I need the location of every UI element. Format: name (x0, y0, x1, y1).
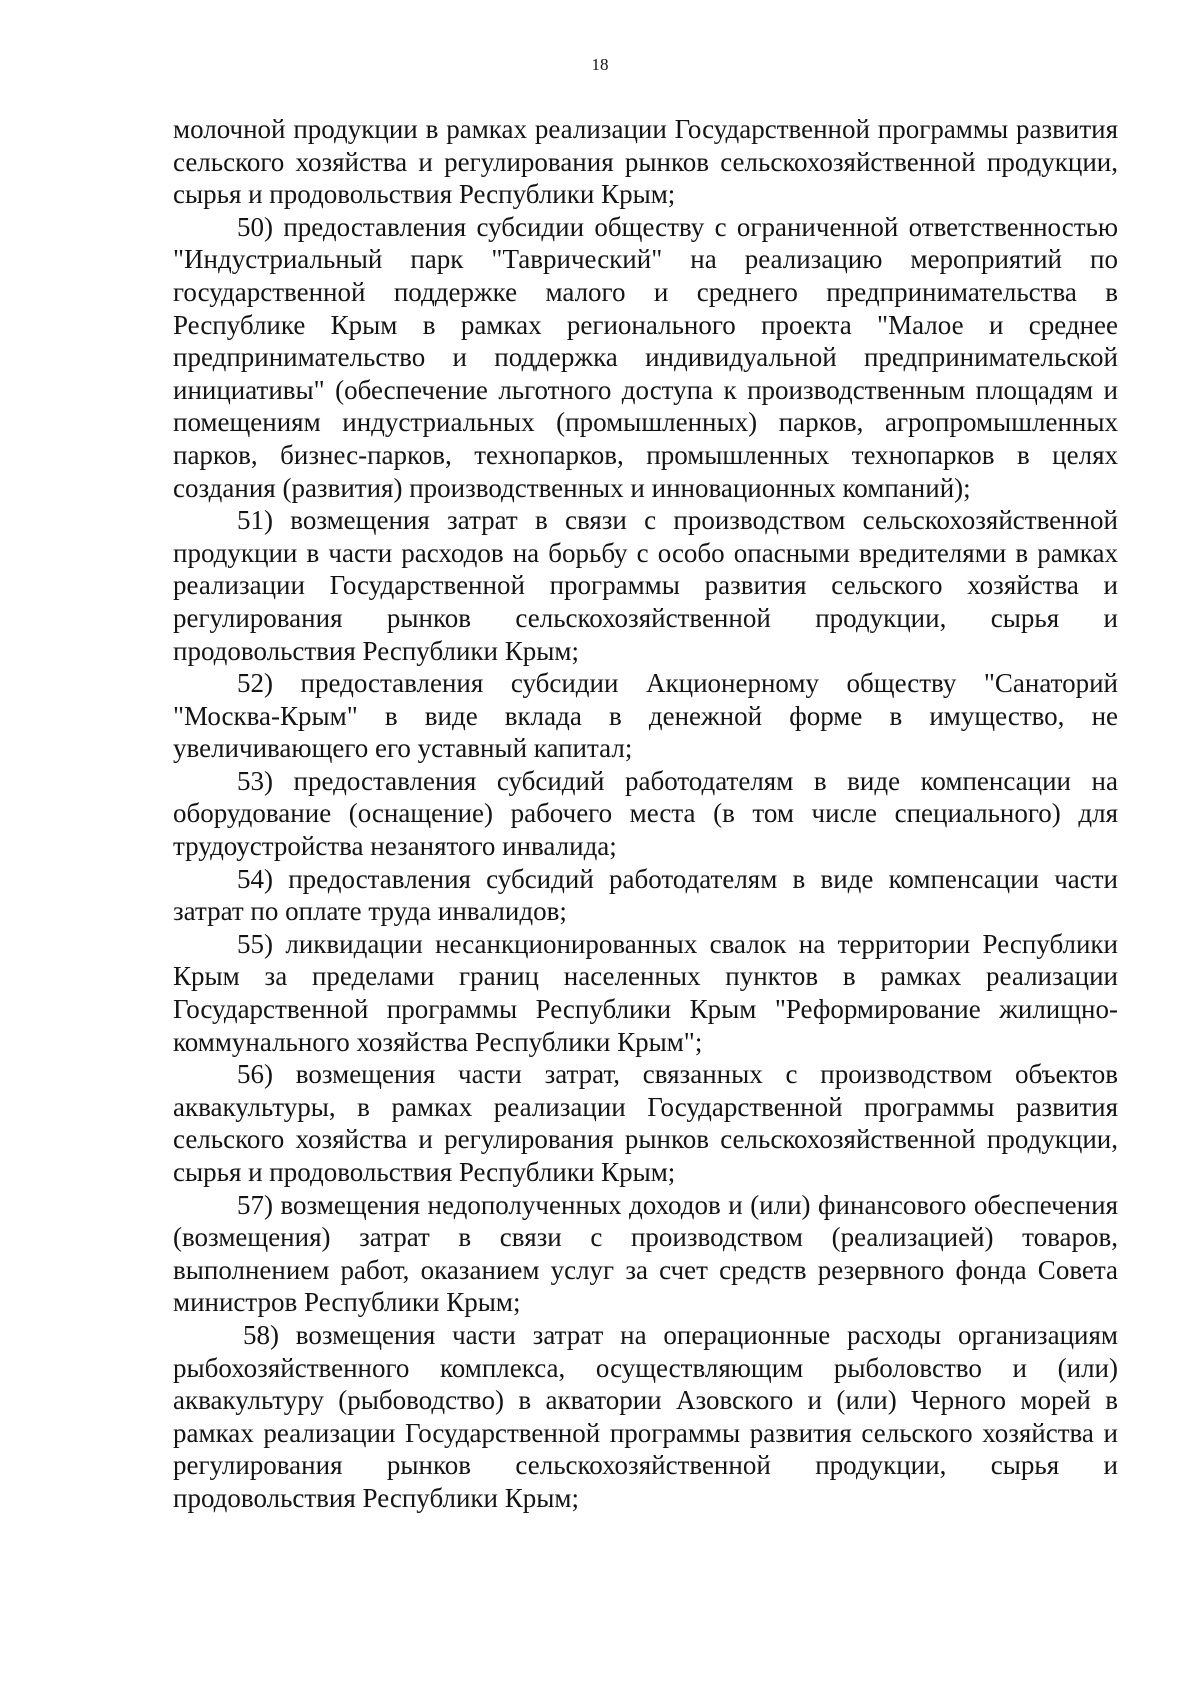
document-body (173, 113, 1118, 1515)
list-item-53: 53) предоставления субсидий работодателям в виде компенсации на оборудование (оснащение) рабочего места (в том числе специального) для трудоустройства незанятого инвалида; (173, 765, 1118, 862)
list-item-58: 58) возмещения части затрат на операционные расходы организациям рыбохозяйственного комплекса, осуществляющим рыболовство и (или) аквакультуру (рыбоводство) в акватории Азовского и (или) Черного морей в рамках реализации Государственной программы развития сельского хозяйства и регулирования рынков сельскохозяйственной продукции, сырья и продовольствия Республики Крым; (173, 1319, 1118, 1513)
list-item-51: 51) возмещения затрат в связи с производством сельскохозяйственной продукции в части расходов на борьбу с особо опасными вредителями в рамках реализации Государственной программы развития сельского хозяйства и регулирования рынков сельскохозяйственной продукции, сырья и продовольствия Республики Крым; (173, 505, 1118, 666)
list-item-52: 52) предоставления субсидии Акционерному обществу "Санаторий "Москва-Крым" в виде вклада в денежной форме в имущество, не увеличивающего его уставный капитал; (173, 668, 1118, 764)
list-item-50: 50) предоставления субсидии обществу с ограниченной ответственностью "Индустриальный парк "Таврический" на реализацию мероприятий по государственной поддержке малого и среднего предпринимательства в Республике Крым в рамках регионального проекта "Малое и среднее предпринимательство и поддержка индивидуальной предпринимательской инициативы" (обеспечение льготного доступа к производственным площадям и помещениям индустриальных (промышленных) парков, агропромышленных парков, бизнес-парков, технопарков, промышленных технопарков в целях создания (развития) производственных и инновационных компаний); (173, 211, 1118, 503)
list-item-55: 55) ликвидации несанкционированных свалок на территории Республики Крым за пределами границ населенных пунктов в рамках реализации Государственной программы Республики Крым "Реформирование жилищно-коммунального хозяйства Республики Крым"; (173, 928, 1118, 1057)
list-item-57: 57) возмещения недополученных доходов и (или) финансового обеспечения (возмещения) затрат в связи с производством (реализацией) товаров, выполнением работ, оказанием услуг за счет средств резервного фонда Совета министров Республики Крым; (173, 1189, 1118, 1318)
list-item-54: 54) предоставления субсидий работодателям в виде компенсации части затрат по оплате труда инвалидов; (173, 863, 1118, 927)
paragraph-continuation: молочной продукции в рамках реализации Государственной программы развития сельского хозяйства и регулирования рынков сельскохозяйственной продукции, сырья и продовольствия Республики Крым; (173, 114, 1118, 210)
list-item-56: 56) возмещения части затрат, связанных с производством объектов аквакультуры, в рамках реализации Государственной программы развития сельского хозяйства и регулирования рынков сельскохозяйственной продукции, сырья и продовольствия Республики Крым; (173, 1059, 1118, 1187)
page-number: 18 (591, 55, 609, 74)
